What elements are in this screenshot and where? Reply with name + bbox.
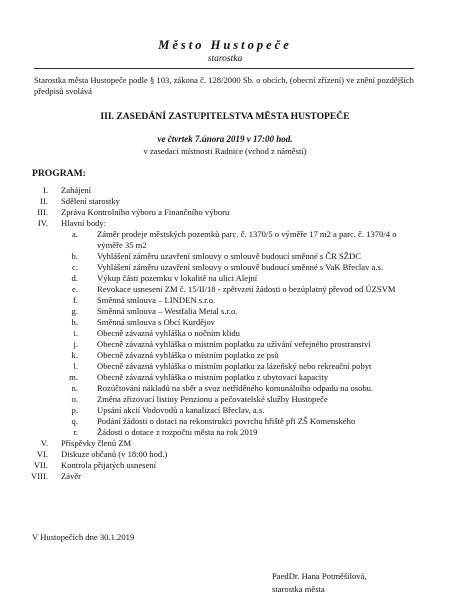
agenda-item: [0, 196, 450, 207]
agenda-item: [0, 185, 450, 196]
agenda-subitem: [0, 361, 450, 372]
agenda-subitem: [0, 427, 450, 438]
agenda-number: II.: [40, 196, 48, 206]
agenda-subitem: [0, 251, 450, 262]
subitem-text: Vyhlášení záměru uzavření smlouvy o smlouvě budoucí směnné s VaK Břeclav a.s.: [97, 262, 383, 272]
agenda-text: Zahájení: [61, 185, 92, 195]
agenda-subitem: [0, 416, 450, 427]
place-date: V Hustopečích dne 30.1.2019: [32, 532, 135, 542]
agenda-subitem: [0, 262, 450, 273]
subitem-text: Vyhlášení záměru uzavření smlouvy o smlouvě budoucí směnné s ČR SŽDC: [97, 251, 361, 261]
subitem-text: Směnná smlouva s Obcí Kurdějov: [97, 317, 215, 327]
agenda-text: Sdělení starostky: [61, 196, 120, 206]
agenda-text: Kontrola přijatých usnesení: [61, 460, 156, 470]
agenda-text: Hlavní body:: [61, 218, 107, 228]
agenda-item: [0, 207, 450, 218]
agenda-text: Zpráva Kontrolního výboru a Finančního výboru: [61, 207, 230, 217]
agenda-number: III.: [37, 207, 48, 217]
subitem-letter: a.: [72, 229, 78, 239]
agenda-subitem: [0, 306, 450, 317]
agenda-item: [0, 460, 450, 471]
subitem-letter: l.: [73, 361, 78, 371]
agenda-subitem: [0, 317, 450, 328]
agenda-number: VI.: [36, 449, 48, 459]
subitem-letter: i.: [73, 328, 78, 338]
agenda-item: [0, 471, 450, 482]
subitem-text: Změna zřizovací listiny Penzionu a pečovatelské služby Hustopeče: [97, 394, 328, 404]
agenda-item: [0, 449, 450, 460]
agenda-text: Závěr: [61, 471, 82, 481]
meeting-datetime: ve čtvrtek 7.února 2019 v 17:00 hod.: [157, 134, 293, 144]
agenda-subitem: [0, 350, 450, 361]
document-title: Město Hustopeče: [158, 38, 292, 52]
agenda-number: V.: [40, 438, 48, 448]
subitem-text: Podání žádosti o dotaci na rekonstrukci povrchu hřiště při ZŠ Komenského: [97, 416, 356, 426]
subitem-text: Obecně závazná vyhláška o místním poplatku ze psů: [97, 350, 279, 360]
agenda-subitem: [0, 394, 450, 405]
subitem-letter: e.: [72, 284, 78, 294]
agenda-subitem: [0, 229, 450, 251]
subitem-letter: h.: [71, 317, 78, 327]
subitem-letter: n.: [71, 383, 78, 393]
agenda-subitem: [0, 339, 450, 350]
intro-paragraph: Starostka města Hustopeče podle § 103, zákona č. 128/2000 Sb. o obcích, (obecní zřízení) ve znění pozdějších předpisů svolává: [34, 75, 414, 96]
agenda-item: [0, 438, 450, 449]
subitem-text: Rozúčtování nákladů na sběr a svoz netříděného komunálního odpadu na osobu.: [97, 383, 374, 393]
agenda-number: I.: [42, 185, 48, 195]
subitem-letter: o.: [71, 394, 78, 404]
subitem-text: Obecně závazná vyhláška o místním poplatku z ubytovací kapacity: [97, 372, 328, 382]
subitem-letter: g.: [71, 306, 78, 316]
subitem-letter: f.: [72, 295, 78, 305]
subitem-text: Obecně závazná vyhláška o místním poplatku za užívání veřejného prostranství: [97, 339, 371, 349]
subitem-letter: b.: [71, 251, 78, 261]
subitem-letter: j.: [73, 339, 78, 349]
signer-name: PaedDr. Hana Potměšilová,: [272, 571, 367, 581]
subitem-letter: m.: [69, 372, 78, 382]
subitem-text: Upsání akcií Vodovodů a kanalizací Břeclav, a.s.: [97, 405, 265, 415]
document-subtitle: starostka: [207, 54, 243, 64]
agenda-number: IV.: [37, 218, 48, 228]
subitem-text: Směnná smlouva – Westfalia Metal s.r.o.: [97, 306, 238, 316]
agenda-subitem: [0, 328, 450, 339]
agenda-item: [0, 218, 450, 229]
subitem-text: Žádosti o dotace z rozpočtu města na rok 2019: [97, 427, 258, 437]
header-divider: [34, 68, 414, 69]
agenda-subitem: [0, 273, 450, 284]
agenda-subitem: [0, 405, 450, 416]
subitem-text: Výkup části pozemku v lokalitě na ulici Alejní: [97, 273, 258, 283]
subitem-letter: c.: [72, 262, 78, 272]
meeting-venue: v zasedací místnosti Radnice (vchod z náměstí): [143, 146, 307, 156]
subitem-letter: r.: [73, 427, 78, 437]
meeting-heading: III. ZASEDÁNÍ ZASTUPITELSTVA MĚSTA HUSTOPEČE: [100, 111, 350, 122]
agenda-list: [0, 185, 450, 482]
subitem-letter: p.: [71, 405, 78, 415]
agenda-number: VIII.: [31, 471, 48, 481]
subitem-letter: d.: [71, 273, 78, 283]
agenda-text: Příspěvky členů ZM: [61, 438, 132, 448]
agenda-number: VII.: [33, 460, 48, 470]
subitem-text: Obecně závazná vyhláška o místním poplatku za lázeňský nebo rekreační pobyt: [97, 361, 372, 371]
program-label: PROGRAM:: [32, 168, 86, 179]
signature-block: [272, 570, 367, 596]
agenda-subitem: [0, 284, 450, 295]
subitem-text: Směnná smlouva – LINDEN s.r.o.: [97, 295, 216, 305]
signer-role: starostka města: [272, 584, 325, 594]
subitem-letter: k.: [71, 350, 78, 360]
agenda-subitem: [0, 295, 450, 306]
subitem-letter: q.: [71, 416, 78, 426]
subitem-text: Revokace usnesení ZM č. 15/II/18 - zpětvzetí žádosti o bezúplatný převod od ÚZSVM: [97, 284, 396, 294]
subitem-text: Obecně závazná vyhláška o nočním klidu: [97, 328, 240, 338]
agenda-subitem: [0, 372, 450, 383]
subitem-text: Záměr prodeje městských pozemků parc. č. 1370/5 o výměře 17 m2 a parc. č. 1370/4 o výměře 35 m2: [97, 229, 397, 250]
agenda-text: Diskuze občanů (v 18:00 hod.): [61, 449, 168, 459]
agenda-subitem: [0, 383, 450, 394]
